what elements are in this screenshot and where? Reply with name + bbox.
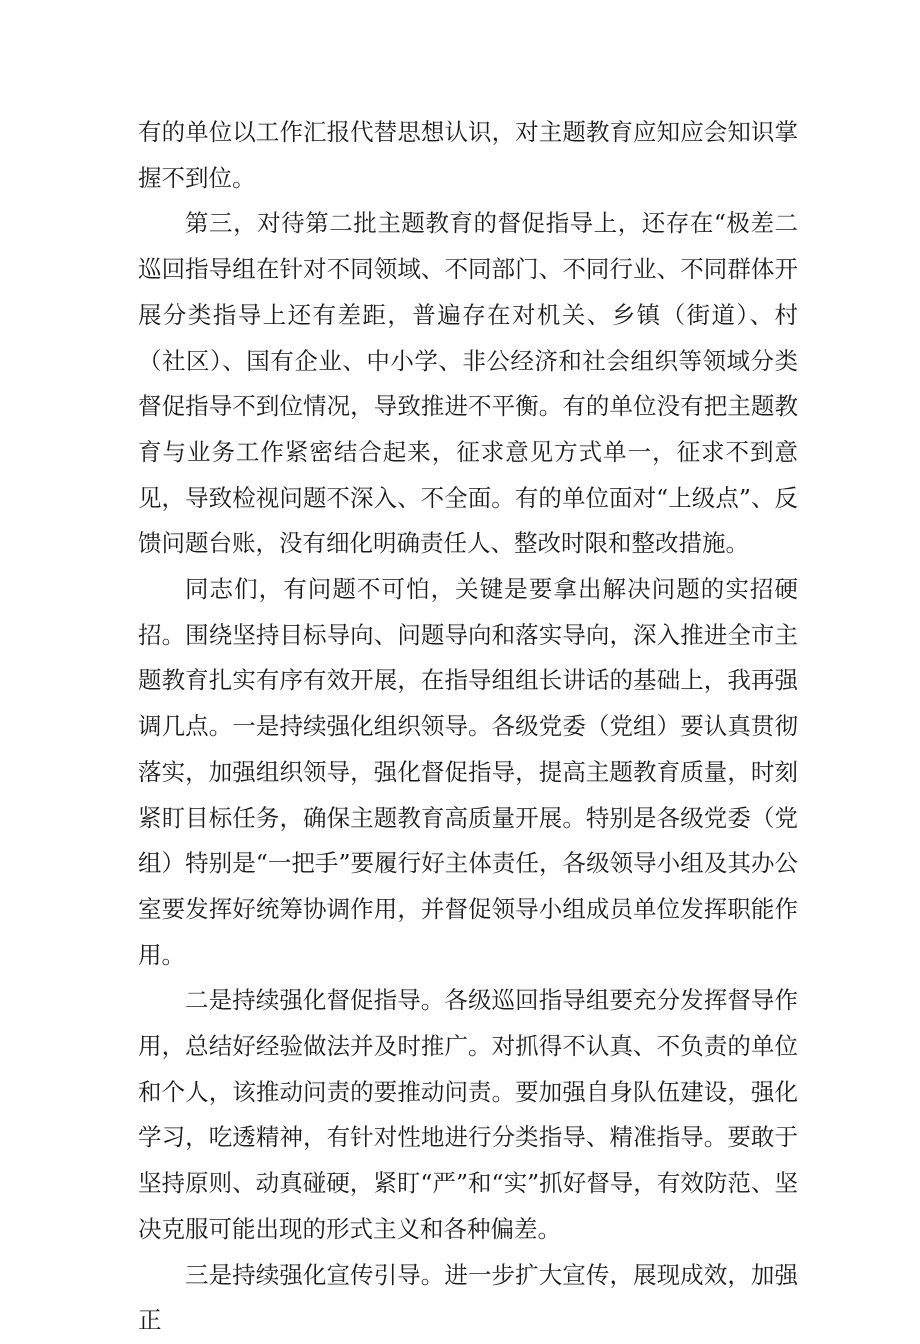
paragraph-strengthen-leadership: 同志们，有问题不可怕，关键是要拿出解决问题的实招硬招。围绕坚持目标导向、问题导向和落实导向，深入推进全市主题教育扎实有序有效开展，在指导组组长讲话的基础上，我再强调几点。一是持续强化组织领导。各级党委（党组）要认真贯彻落实，加强组织领导，强化督促指导，提高主题教育质量，时刻紧盯目标任务，确保主题教育高质量开展。特别是各级党委（党组）特别是“一把手”要履行好主体责任，各级领导小组及其办公室要发挥好统筹协调作用，并督促领导小组成员单位发挥职能作用。	[138, 575, 798, 969]
paragraph-supervision-guidance: 二是持续强化督促指导。各级巡回指导组要充分发挥督导作用，总结好经验做法并及时推广。对抓得不认真、不负责的单位和个人，该推动问责的要推动问责。要加强自身队伍建设，强化学习，吃透精神，有针对性地进行分类指导、精准指导。要敢于坚持原则、动真碰硬，紧盯“严”和“实”抓好督导，有效防范、坚决克服可能出现的形式主义和各种偏差。	[138, 986, 798, 1243]
paragraph-third-point: 第三，对待第二批主题教育的督促指导上，还存在“极差二巡回指导组在针对不同领域、不同部门、不同行业、不同群体开展分类指导上还有差距，普遍存在对机关、乡镇（街道）、村（社区）、国有企业、中小学、非公经济和社会组织等领域分类督促指导不到位情况，导致推进不平衡。有的单位没有把主题教育与业务工作紧密结合起来，征求意见方式单一，征求不到意见，导致检视问题不深入、不全面。有的单位面对“上级点”、反馈问题台账，没有细化明确责任人、整改时限和整改措施。	[138, 209, 798, 558]
document-body	[138, 110, 798, 1344]
paragraph-continued: 有的单位以工作汇报代替思想认识，对主题教育应知应会知识掌握不到位。	[138, 118, 798, 192]
paragraph-publicity-guidance: 三是持续强化宣传引导。进一步扩大宣传，展现成效，加强正	[138, 1260, 798, 1335]
